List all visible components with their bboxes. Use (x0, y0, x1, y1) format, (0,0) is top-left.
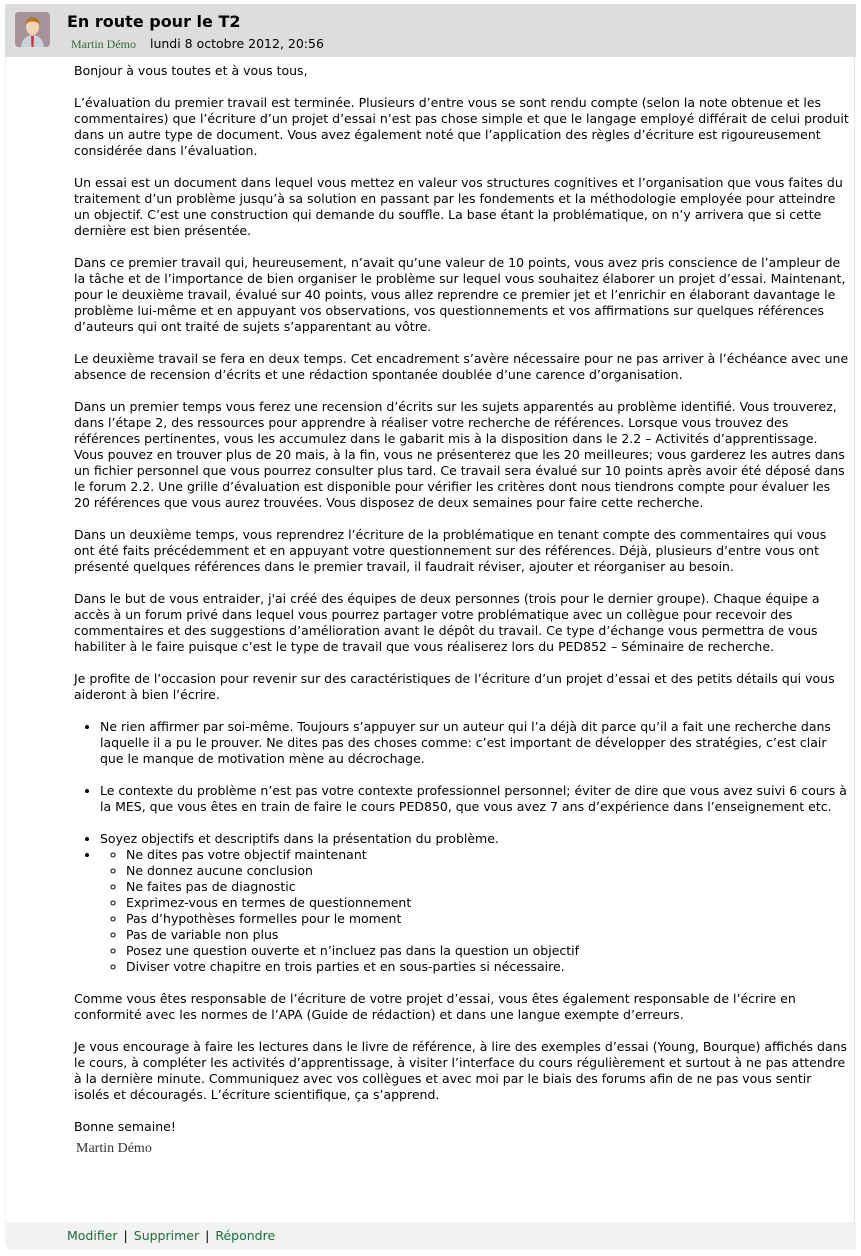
forum-post (5, 4, 856, 1250)
sub-list-item: ◦ • Ne dites pas votre objectif maintenant (126, 847, 849, 863)
paragraph: Dans un deuxième temps, vous reprendrez l’écriture de la problématique en tenant compte des commentaires qui vous ont été faits précédemment et en appuyant votre questionnement sur des références. Déjà, plusieurs d’entre vous ont présenté quelques références dans le premier travail, il faudrait réviser, ajouter et réorganiser au besoin. (74, 527, 827, 574)
sub-list-item: ◦ Posez une question ouverte et n’incluez pas dans la question un objectif (126, 943, 849, 959)
paragraph: Bonne semaine! (74, 1119, 176, 1134)
reply-link[interactable]: Répondre (215, 1228, 276, 1243)
sub-list-item: ◦ Pas de variable non plus (126, 927, 849, 943)
list-item: • Soyez objectifs et descriptifs dans la présentation du problème. (100, 831, 849, 847)
sub-list-item: ◦ Exprimez-vous en termes de questionnement (126, 895, 849, 911)
separator: | (205, 1228, 210, 1243)
post-body (74, 63, 849, 1157)
post-title: En route pour le T2 (67, 12, 241, 31)
paragraph: Dans le but de vous entraider, j'ai créé des équipes de deux personnes (trois pour le dernier groupe). Chaque équipe a accès à un forum privé dans lequel vous pourrez partager votre problématique avec un collègue pour recevoir des commentaires et des suggestions d’amélioration avant le dépôt du travail. Ce type d’échange vous permettra de vous habiliter à le faire puisque c’est le type de travail que vous réaliserez lors du PED852 – Séminaire de recherche. (74, 591, 820, 654)
post-meta (71, 36, 324, 52)
list-item-nested (100, 847, 849, 975)
sub-list-item: ◦ Ne faites pas de diagnostic (126, 879, 849, 895)
paragraph: Dans ce premier travail qui, heureusement, n’avait qu’une valeur de 10 points, vous avez pris conscience de l’ampleur de la tâche et de l’importance de bien organiser le problème sur lequel vous souhaitez élaborer un projet d’essai. Maintenant, pour le deuxième travail, évalué sur 40 points, vous allez reprendre ce premier jet et l’enrichir en élaborant davantage le problème lui-même et en appuyant vos observations, vos questionnements et vos affirmations sur quelques références d’auteurs qui ont traité de sujets s’apparentant au vôtre. (74, 255, 846, 334)
sub-list-item: ◦ Pas d’hypothèses formelles pour le moment (126, 911, 849, 927)
post-content (5, 57, 855, 1222)
sub-list-item: ◦ Diviser votre chapitre en trois parties et en sous-parties si nécessaire. (126, 959, 849, 975)
tips-list (74, 719, 849, 975)
paragraph: Le deuxième travail se fera en deux temps. Cet encadrement s’avère nécessaire pour ne pas arriver à l’échéance avec une absence de recension d’écrits et une rédaction spontanée doublée d’une carence d’organisation. (74, 351, 849, 382)
edit-link[interactable]: Modifier (67, 1228, 118, 1243)
author-link[interactable]: Martin Démo (71, 37, 136, 51)
action-links (67, 1228, 275, 1243)
delete-link[interactable]: Supprimer (133, 1228, 200, 1243)
user-avatar-icon[interactable] (15, 12, 50, 47)
paragraph: L’évaluation du premier travail est terminée. Plusieurs d’entre vous se sont rendu compte (selon la note obtenue et les commentaires) que l’écriture d’un projet d’essai n’est pas chose simple et que le langage employé différait de celui produit dans un autre type de document. Vous avez également noté que l’application des règles d’écriture est rigoureusement considérée dans l’évaluation. (74, 95, 849, 158)
paragraph: Comme vous êtes responsable de l’écriture de votre projet d’essai, vous êtes également responsable de l’écrire en conformité avec les normes de l’APA (Guide de rédaction) et dans une langue exempte d’erreurs. (74, 991, 796, 1022)
paragraph: Bonjour à vous toutes et à vous tous, (74, 63, 308, 78)
paragraph: Un essai est un document dans lequel vous mettez en valeur vos structures cognitives et l’organisation que vous faites du traitement d’un problème jusqu’à sa solution en passant par les fondements et la méthodologie employée pour atteindre un objectif. C’est une construction qui demande du souffle. La base étant la problématique, on n’y arrivera que si cette dernière est bien présentée. (74, 175, 843, 238)
signature: Martin Démo (76, 1141, 152, 1156)
paragraph: Dans un premier temps vous ferez une recension d’écrits sur les sujets apparentés au problème identifié. Vous trouverez, dans l’étape 2, des ressources pour apprendre à réaliser votre recherche de références. Lorsque vous trouvez des références pertinentes, vous les accumulez dans le gabarit mis à la disposition dans le 2.2 – Activités d’apprentissage. Vous pouvez en trouver plus de 20 mais, à la fin, vous ne présenterez que les 20 meilleures; vous garderez les autres dans un fichier personnel que vous pourrez consulter plus tard. Ce travail sera évalué sur 10 points après avoir été déposé dans le forum 2.2. Une grille d’évaluation est disponible pour vérifier les critères dont nous tiendrons compte pour évaluer les 20 références que vous aurez trouvées. Vous disposez de deux semaines pour faire cette recherche. (74, 399, 845, 510)
paragraph: Je profite de l’occasion pour revenir sur des caractéristiques de l’écriture d’un projet d’essai et des petits détails qui vous aideront à bien l’écrire. (74, 671, 835, 702)
paragraph: Je vous encourage à faire les lectures dans le livre de référence, à lire des exemples d’essai (Young, Bourque) affichés dans le cours, à compléter les activités d’apprentissage, à visiter l’interface du cours régulièrement et surtout à ne pas attendre à la dernière minute. Communiquez avec vos collègues et avec moi par le biais des forums afin de ne pas vous sentir isolés et découragés. L’écriture scientifique, ça s’apprend. (74, 1039, 848, 1102)
post-actions (5, 1222, 856, 1250)
list-item: • Le contexte du problème n’est pas votre contexte professionnel personnel; éviter de dire que vous avez suivi 6 cours à la MES, que vous êtes en train de faire le cours PED850, que vous avez 7 ans d’expérience dans l’enseignement etc. (100, 783, 849, 815)
sub-list-item: ◦ Ne donnez aucune conclusion (126, 863, 849, 879)
post-header (5, 4, 856, 57)
separator: | (123, 1228, 128, 1243)
list-item: • Ne rien affirmer par soi-même. Toujours s’appuyer sur un auteur qui l’a déjà dit parce qu’il a fait une recherche dans laquelle il a pu le prouver. Ne dites pas des choses comme: c’est important de développer des stratégies, c’est clair que le manque de motivation mène au décrochage. (100, 719, 849, 767)
sub-tips-list (100, 847, 849, 975)
post-date: lundi 8 octobre 2012, 20:56 (149, 36, 324, 51)
